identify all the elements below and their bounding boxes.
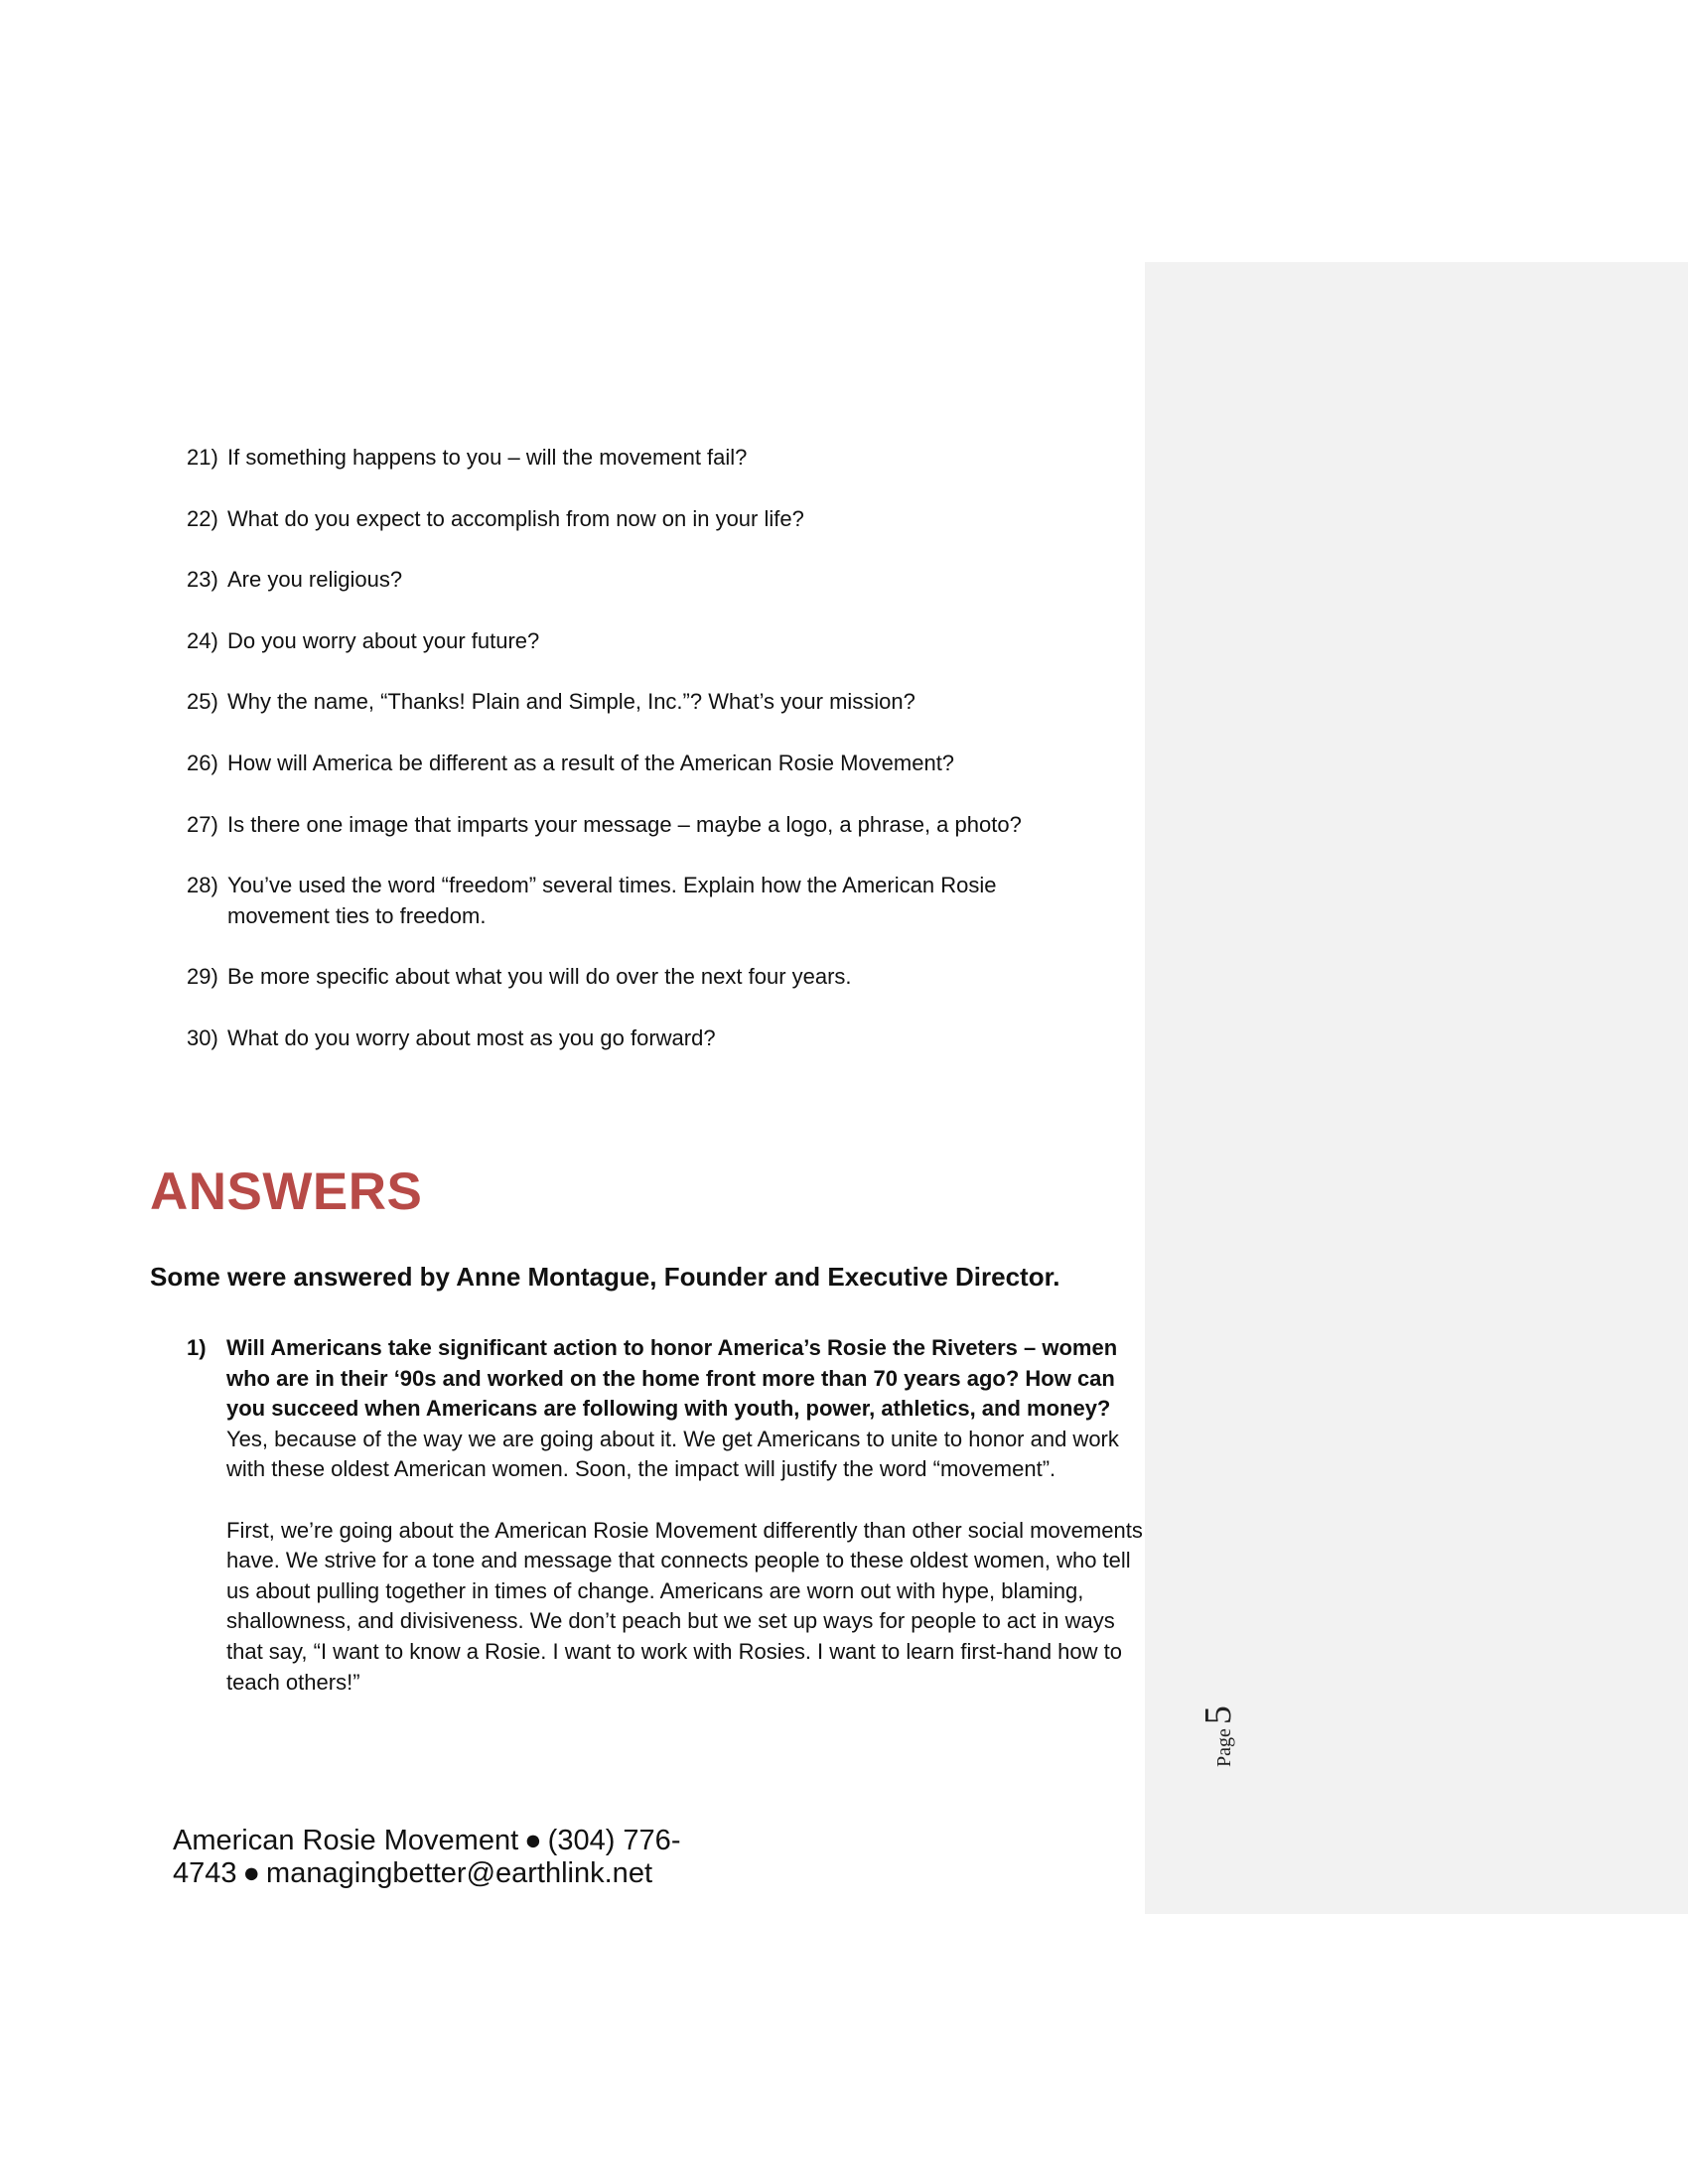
answer-paragraph: Yes, because of the way we are going about it. We get Americans to unite to honor and work with these oldest American women. Soon, the impact will justify the word “movement”.: [226, 1426, 1119, 1482]
question-item: [187, 1024, 1100, 1054]
question-number: 26): [187, 750, 218, 775]
question-text: Are you religious?: [227, 567, 403, 593]
question-number: 24): [187, 627, 218, 653]
question-item: [187, 626, 1100, 657]
paragraph-spacer: [226, 1485, 1155, 1516]
question-number: 21): [187, 445, 218, 470]
question-item: [187, 443, 1100, 474]
answer-body: [226, 1333, 1155, 1698]
answers-intro: Some were answered by Anne Montague, Founder and Executive Director.: [150, 1262, 1060, 1292]
question-item: [187, 871, 1100, 931]
answer-question-text: Will Americans take significant action to honor America’s Rosie the Riveters – women who are in their ‘90s and worked on the home front more than 70 years ago? How can you succeed when Americans are following with youth, power, athletics, and money?: [226, 1335, 1118, 1422]
question-text: Be more specific about what you will do over the next four years.: [227, 964, 852, 990]
page-number: [1196, 1678, 1239, 1767]
question-text: Why the name, “Thanks! Plain and Simple, Inc.”? What’s your mission?: [227, 689, 915, 715]
page-footer: [173, 1825, 1146, 1890]
question-number: 29): [187, 964, 218, 990]
question-number: 28): [187, 873, 218, 898]
answer-item: [187, 1333, 1155, 1698]
question-number: 30): [187, 1024, 218, 1050]
question-list: [187, 443, 1100, 1085]
question-text: What do you worry about most as you go forward?: [227, 1024, 716, 1050]
footer-phone: (304) 776-4743: [173, 1825, 681, 1889]
question-item: [187, 565, 1100, 596]
question-text: What do you expect to accomplish from now on in your life?: [227, 505, 804, 531]
answers-heading: ANSWERS: [150, 1162, 423, 1221]
question-number: 27): [187, 811, 218, 837]
question-item: [187, 962, 1100, 993]
question-item: [187, 687, 1100, 718]
footer-organization: American Rosie Movement: [173, 1825, 519, 1856]
answer-number: 1): [187, 1335, 207, 1360]
question-text: How will America be different as a result of the American Rosie Movement?: [227, 750, 955, 775]
bullet-separator: ●: [524, 1825, 542, 1856]
question-text: Is there one image that imparts your message – maybe a logo, a phrase, a photo?: [227, 811, 1022, 837]
question-item: [187, 504, 1100, 535]
question-item: [187, 810, 1100, 841]
bullet-separator: ●: [242, 1857, 261, 1889]
question-text: You’ve used the word “freedom” several times. Explain how the American Rosie movement ties to freedom.: [227, 873, 997, 928]
question-text: Do you worry about your future?: [227, 627, 540, 653]
page-number-value: 5: [1197, 1706, 1239, 1725]
page-number-label: Page: [1213, 1728, 1235, 1767]
answer-paragraph: First, we’re going about the American Rosie Movement differently than other social movements have. We strive for a tone and message that connects people to these oldest women, who tell us about pulling together in times of change. Americans are worn out with hype, blaming, shallowness, and divisiveness. We don’t peach but we set up ways for people to act in ways that say, “I want to know a Rosie. I want to work with Rosies. I want to learn first-hand how to teach others!”: [226, 1517, 1143, 1695]
question-item: [187, 749, 1100, 779]
question-number: 22): [187, 505, 218, 531]
question-text: If something happens to you – will the movement fail?: [227, 445, 748, 470]
question-number: 23): [187, 567, 218, 593]
footer-email: managingbetter@earthlink.net: [266, 1857, 652, 1889]
question-number: 25): [187, 689, 218, 715]
page-margin-sidebar: [1145, 262, 1688, 1914]
